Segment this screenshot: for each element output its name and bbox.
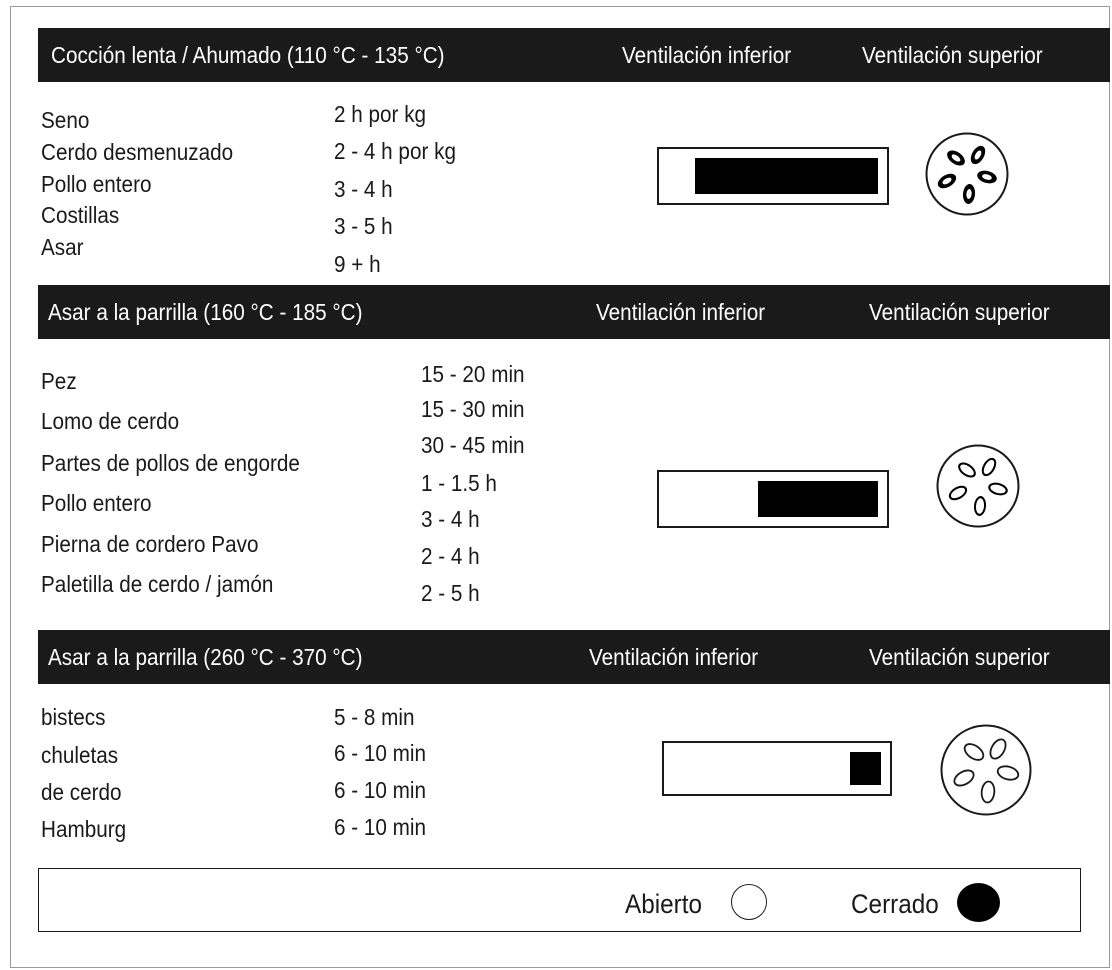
cook-time: 9 + h	[334, 251, 381, 277]
cook-time: 2 h por kg	[334, 101, 427, 127]
cook-time: 3 - 4 h	[334, 176, 393, 202]
lower-vent-label: Ventilación inferior	[622, 42, 792, 68]
lower-vent-label: Ventilación inferior	[596, 299, 766, 325]
food-name: Cerdo desmenuzado	[41, 139, 234, 165]
section-header-grill-high	[38, 630, 1110, 684]
food-name: Hamburg	[41, 816, 127, 842]
legend-closed-label: Cerrado	[851, 889, 939, 919]
food-name: Lomo de cerdo	[41, 408, 180, 434]
lower-vent-slider-fill	[758, 481, 878, 517]
cook-time: 6 - 10 min	[334, 814, 427, 840]
cook-time: 2 - 5 h	[421, 580, 480, 606]
cook-time: 2 - 4 h por kg	[334, 138, 456, 164]
food-name: Partes de pollos de engorde	[41, 450, 300, 476]
lower-vent-slider	[657, 147, 889, 205]
cook-time: 3 - 5 h	[334, 213, 393, 239]
section-title: Asar a la parrilla (160 °C - 185 °C)	[48, 299, 363, 325]
food-name: Paletilla de cerdo / jamón	[41, 571, 274, 597]
upper-vent-label: Ventilación superior	[869, 299, 1050, 325]
upper-vent-label: Ventilación superior	[862, 42, 1043, 68]
upper-vent-half-open-icon	[935, 443, 1021, 529]
closed-circle-icon	[957, 883, 1000, 922]
food-name: Pez	[41, 368, 77, 394]
cook-time: 3 - 4 h	[421, 506, 480, 532]
section-title: Cocción lenta / Ahumado (110 °C - 135 °C)	[51, 42, 445, 68]
section-title: Asar a la parrilla (260 °C - 370 °C)	[48, 644, 363, 670]
section-header-slow-smoke	[38, 28, 1110, 82]
food-name: bistecs	[41, 704, 106, 730]
lower-vent-slider-fill	[695, 158, 878, 194]
food-name: Asar	[41, 234, 84, 260]
food-name: Pollo entero	[41, 171, 152, 197]
food-name: de cerdo	[41, 779, 122, 805]
lower-vent-label: Ventilación inferior	[589, 644, 759, 670]
cook-time: 15 - 30 min	[421, 396, 525, 422]
cook-time: 1 - 1.5 h	[421, 470, 497, 496]
legend-open-label: Abierto	[625, 889, 703, 919]
upper-vent-mostly-closed-icon	[924, 131, 1010, 217]
food-name: Seno	[41, 107, 90, 133]
cook-time: 5 - 8 min	[334, 704, 415, 730]
cook-time: 2 - 4 h	[421, 543, 480, 569]
upper-vent-label: Ventilación superior	[869, 644, 1050, 670]
upper-vent-open-icon	[939, 723, 1033, 817]
open-circle-icon	[731, 884, 767, 920]
food-name: Pierna de cordero Pavo	[41, 531, 259, 557]
lower-vent-slider	[657, 470, 889, 528]
legend-box	[38, 868, 1081, 932]
food-name: Costillas	[41, 202, 120, 228]
lower-vent-slider-fill	[850, 752, 881, 785]
cook-time: 15 - 20 min	[421, 361, 525, 387]
food-name: Pollo entero	[41, 490, 152, 516]
cook-time: 6 - 10 min	[334, 777, 427, 803]
cook-time: 6 - 10 min	[334, 740, 427, 766]
section-header-grill-medium	[38, 285, 1110, 339]
cook-time: 30 - 45 min	[421, 432, 525, 458]
lower-vent-slider	[662, 741, 892, 796]
food-name: chuletas	[41, 742, 119, 768]
